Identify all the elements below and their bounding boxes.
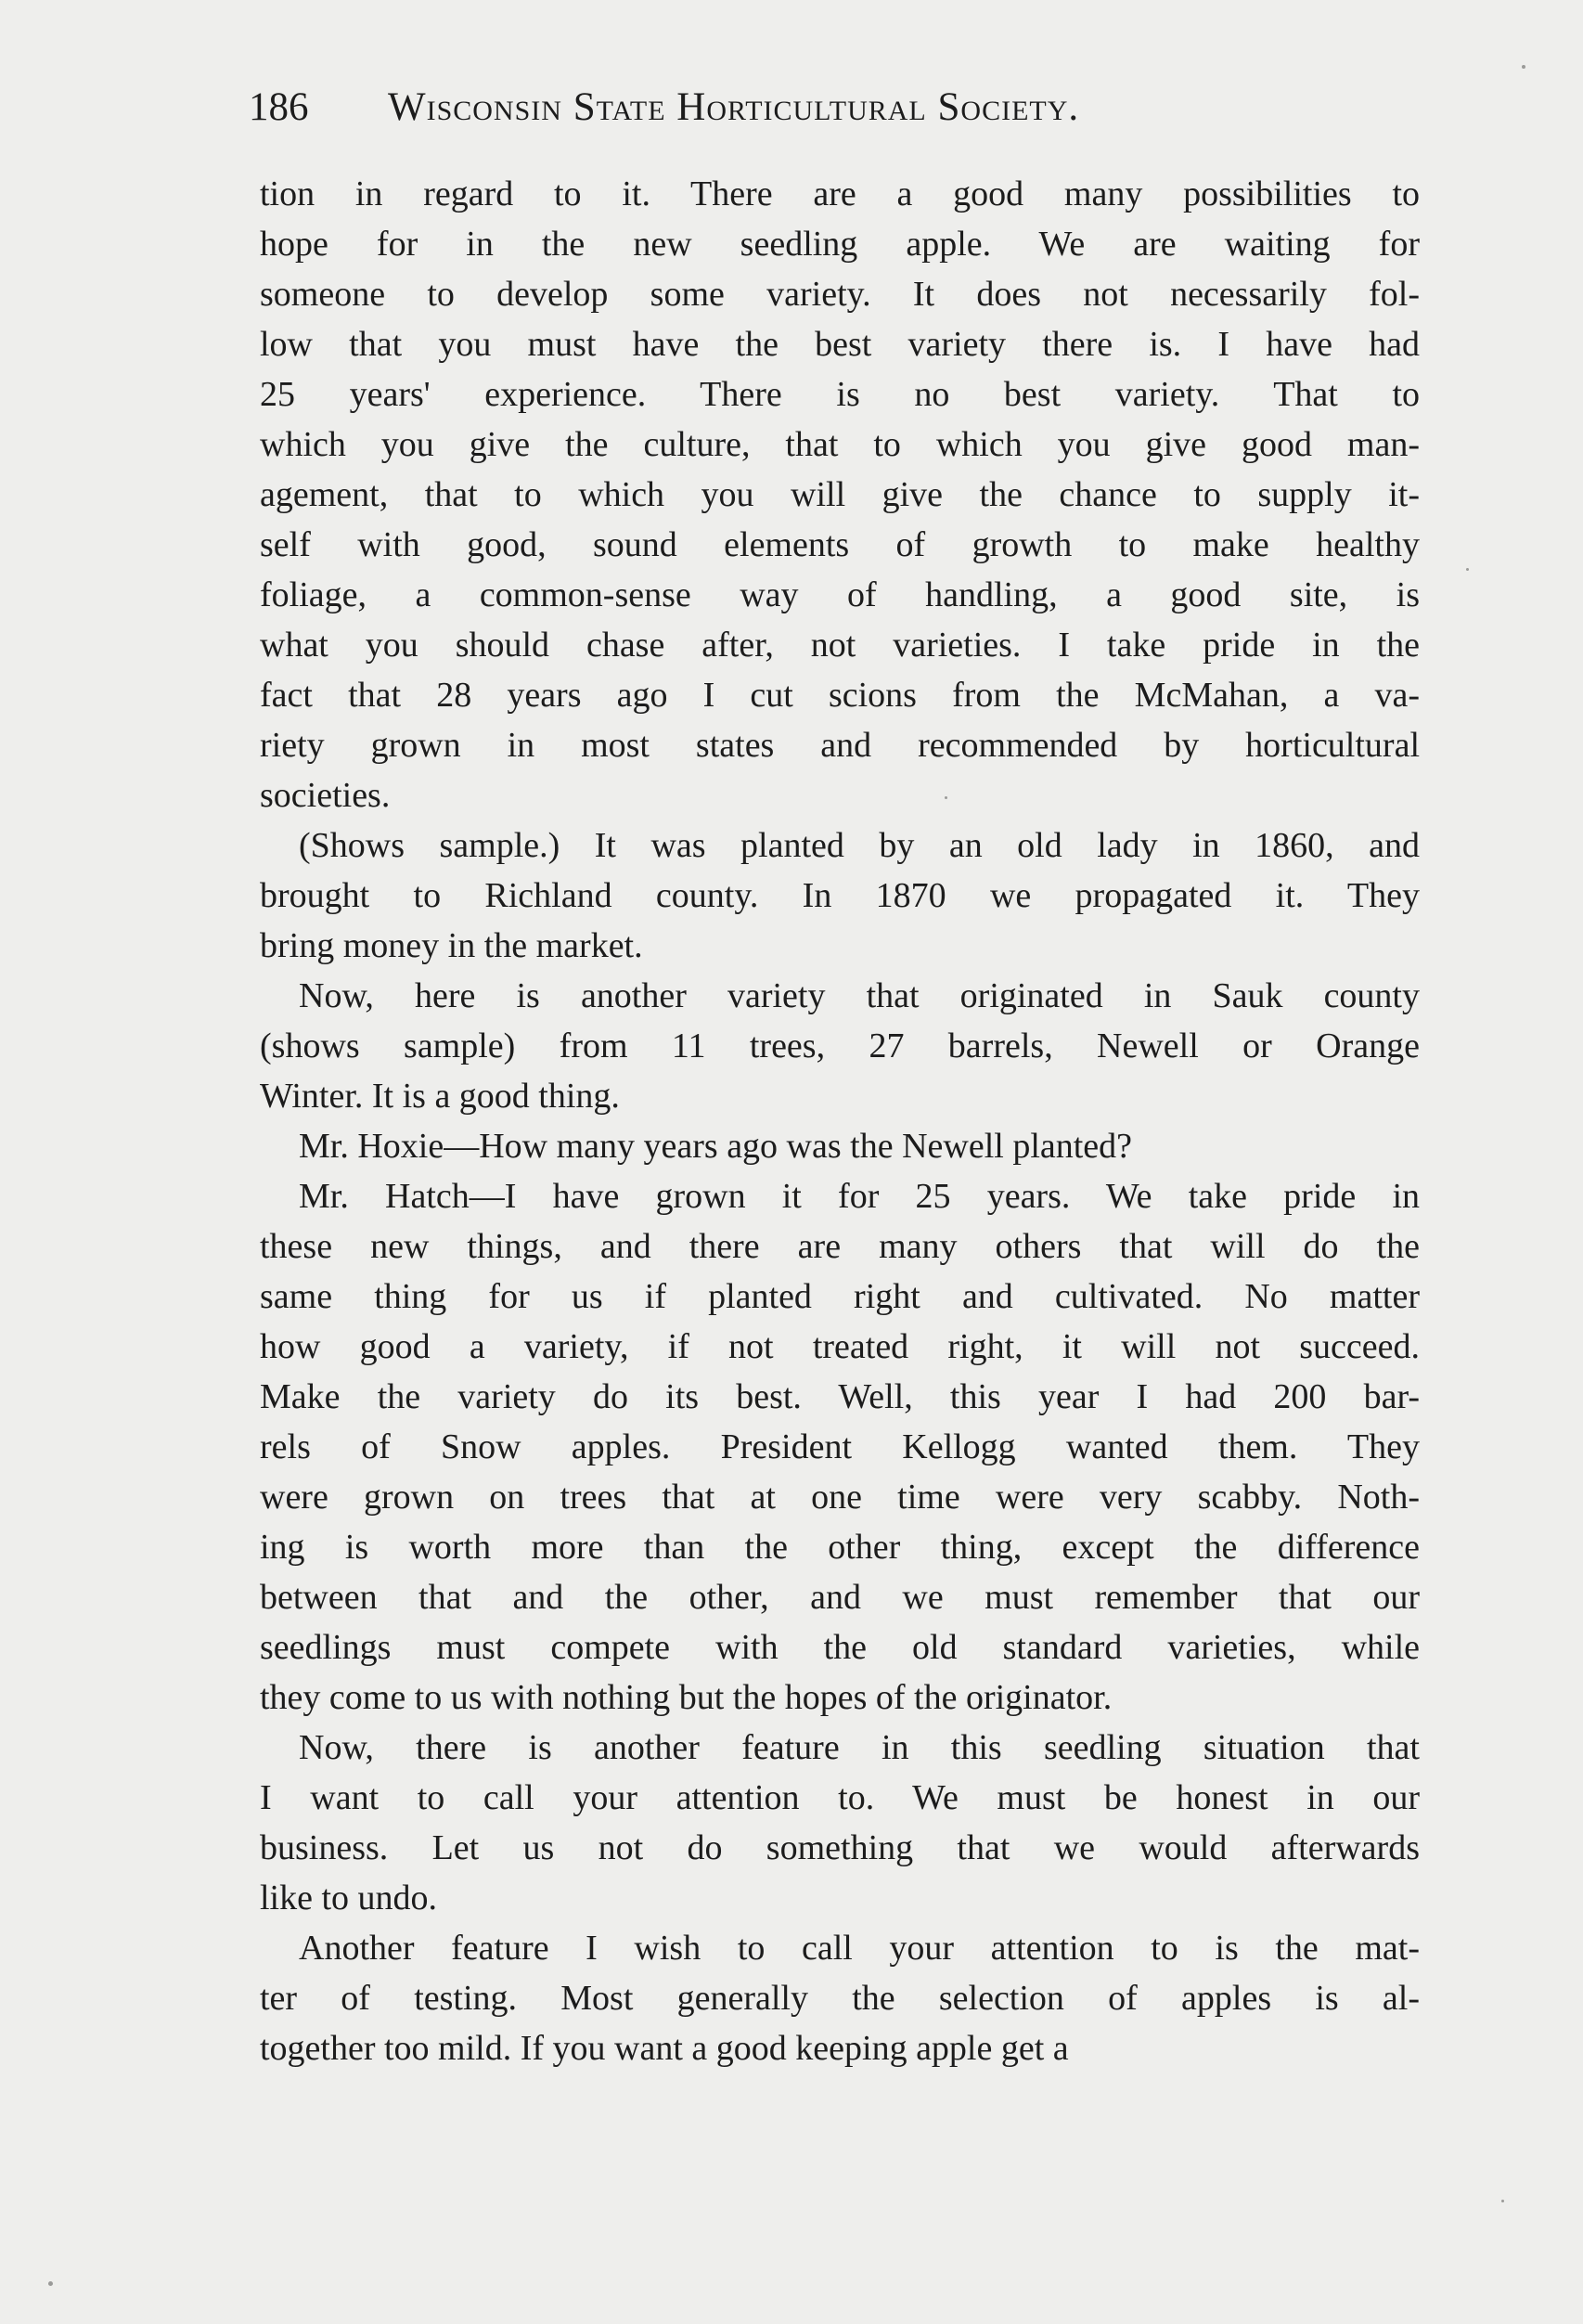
text-line: business. Let us not do something that we would afterwards (260, 1828, 1420, 1867)
text-line: Make the variety do its best. Well, this year I had 200 bar- (260, 1377, 1420, 1416)
text-line: low that you must have the best variety there is. I have had (260, 325, 1420, 364)
text-line: Mr. Hatch—I have grown it for 25 years. We take pride in (299, 1177, 1420, 1216)
paragraph (260, 169, 1420, 820)
text-line: I want to call your attention to. We must be honest in our (260, 1778, 1420, 1817)
text-line: seedlings must compete with the old standard varieties, while (260, 1628, 1420, 1667)
text-line: (shows sample) from 11 trees, 27 barrels, Newell or Orange (260, 1026, 1420, 1065)
text-line: hope for in the new seedling apple. We are waiting for (260, 225, 1420, 264)
text-line: these new things, and there are many others that will do the (260, 1227, 1420, 1266)
text-line: were grown on trees that at one time were very scabby. Noth- (260, 1478, 1420, 1517)
page-number: 186 (249, 85, 309, 129)
text-line: together too mild. If you want a good keeping apple get a (260, 2029, 1069, 2068)
text-line: (Shows sample.) It was planted by an old lady in 1860, and (299, 826, 1420, 865)
text-line: agement, that to which you will give the chance to supply it- (260, 475, 1420, 514)
text-line: societies. (260, 776, 391, 815)
paragraph (260, 1171, 1420, 1723)
running-header (249, 80, 1334, 136)
paragraph (260, 1121, 1420, 1171)
text-line: they come to us with nothing but the hopes of the originator. (260, 1678, 1113, 1717)
text-line: between that and the other, and we must remember that our (260, 1578, 1420, 1617)
text-line: ter of testing. Most generally the selection of apples is al- (260, 1979, 1420, 2018)
text-line: Mr. Hoxie—How many years ago was the Newell planted? (299, 1127, 1133, 1166)
text-line: rels of Snow apples. President Kellogg wanted them. They (260, 1427, 1420, 1466)
text-line: like to undo. (260, 1879, 438, 1917)
paper-speckle (945, 796, 947, 799)
paragraph (260, 820, 1420, 971)
text-line: which you give the culture, that to which you give good man- (260, 425, 1420, 464)
text-line: Another feature I wish to call your attention to is the mat- (299, 1929, 1420, 1968)
text-line: foliage, a common-sense way of handling, a good site, is (260, 575, 1420, 614)
body-text (260, 169, 1420, 2073)
text-line: Now, there is another feature in this seedling situation that (299, 1728, 1420, 1767)
text-line: Now, here is another variety that originated in Sauk county (299, 976, 1420, 1015)
text-line: someone to develop some variety. It does not necessarily fol- (260, 275, 1420, 314)
text-line: riety grown in most states and recommended by horticultural (260, 726, 1420, 765)
text-line: how good a variety, if not treated right, it will not succeed. (260, 1327, 1420, 1366)
paper-speckle (1501, 2200, 1504, 2202)
text-line: same thing for us if planted right and cultivated. No matter (260, 1277, 1420, 1316)
paragraph (260, 971, 1420, 1121)
paper-speckle (1522, 65, 1525, 69)
text-line: ing is worth more than the other thing, except the difference (260, 1528, 1420, 1567)
text-line: tion in regard to it. There are a good many possibilities to (260, 174, 1420, 213)
journal-title: Wisconsin State Horticultural Society. (388, 85, 1080, 129)
text-line: 25 years' experience. There is no best variety. That to (260, 375, 1420, 414)
text-line: self with good, sound elements of growth to make healthy (260, 525, 1420, 564)
text-line: what you should chase after, not varieties. I take pride in the (260, 626, 1420, 665)
paper-speckle (48, 2281, 53, 2286)
paragraph (260, 1723, 1420, 1923)
text-line: fact that 28 years ago I cut scions from the McMahan, a va- (260, 676, 1420, 715)
paper-speckle (1466, 568, 1469, 571)
paragraph (260, 1923, 1420, 2073)
text-line: brought to Richland county. In 1870 we propagated it. They (260, 876, 1420, 915)
text-line: Winter. It is a good thing. (260, 1077, 620, 1116)
text-line: bring money in the market. (260, 926, 643, 965)
